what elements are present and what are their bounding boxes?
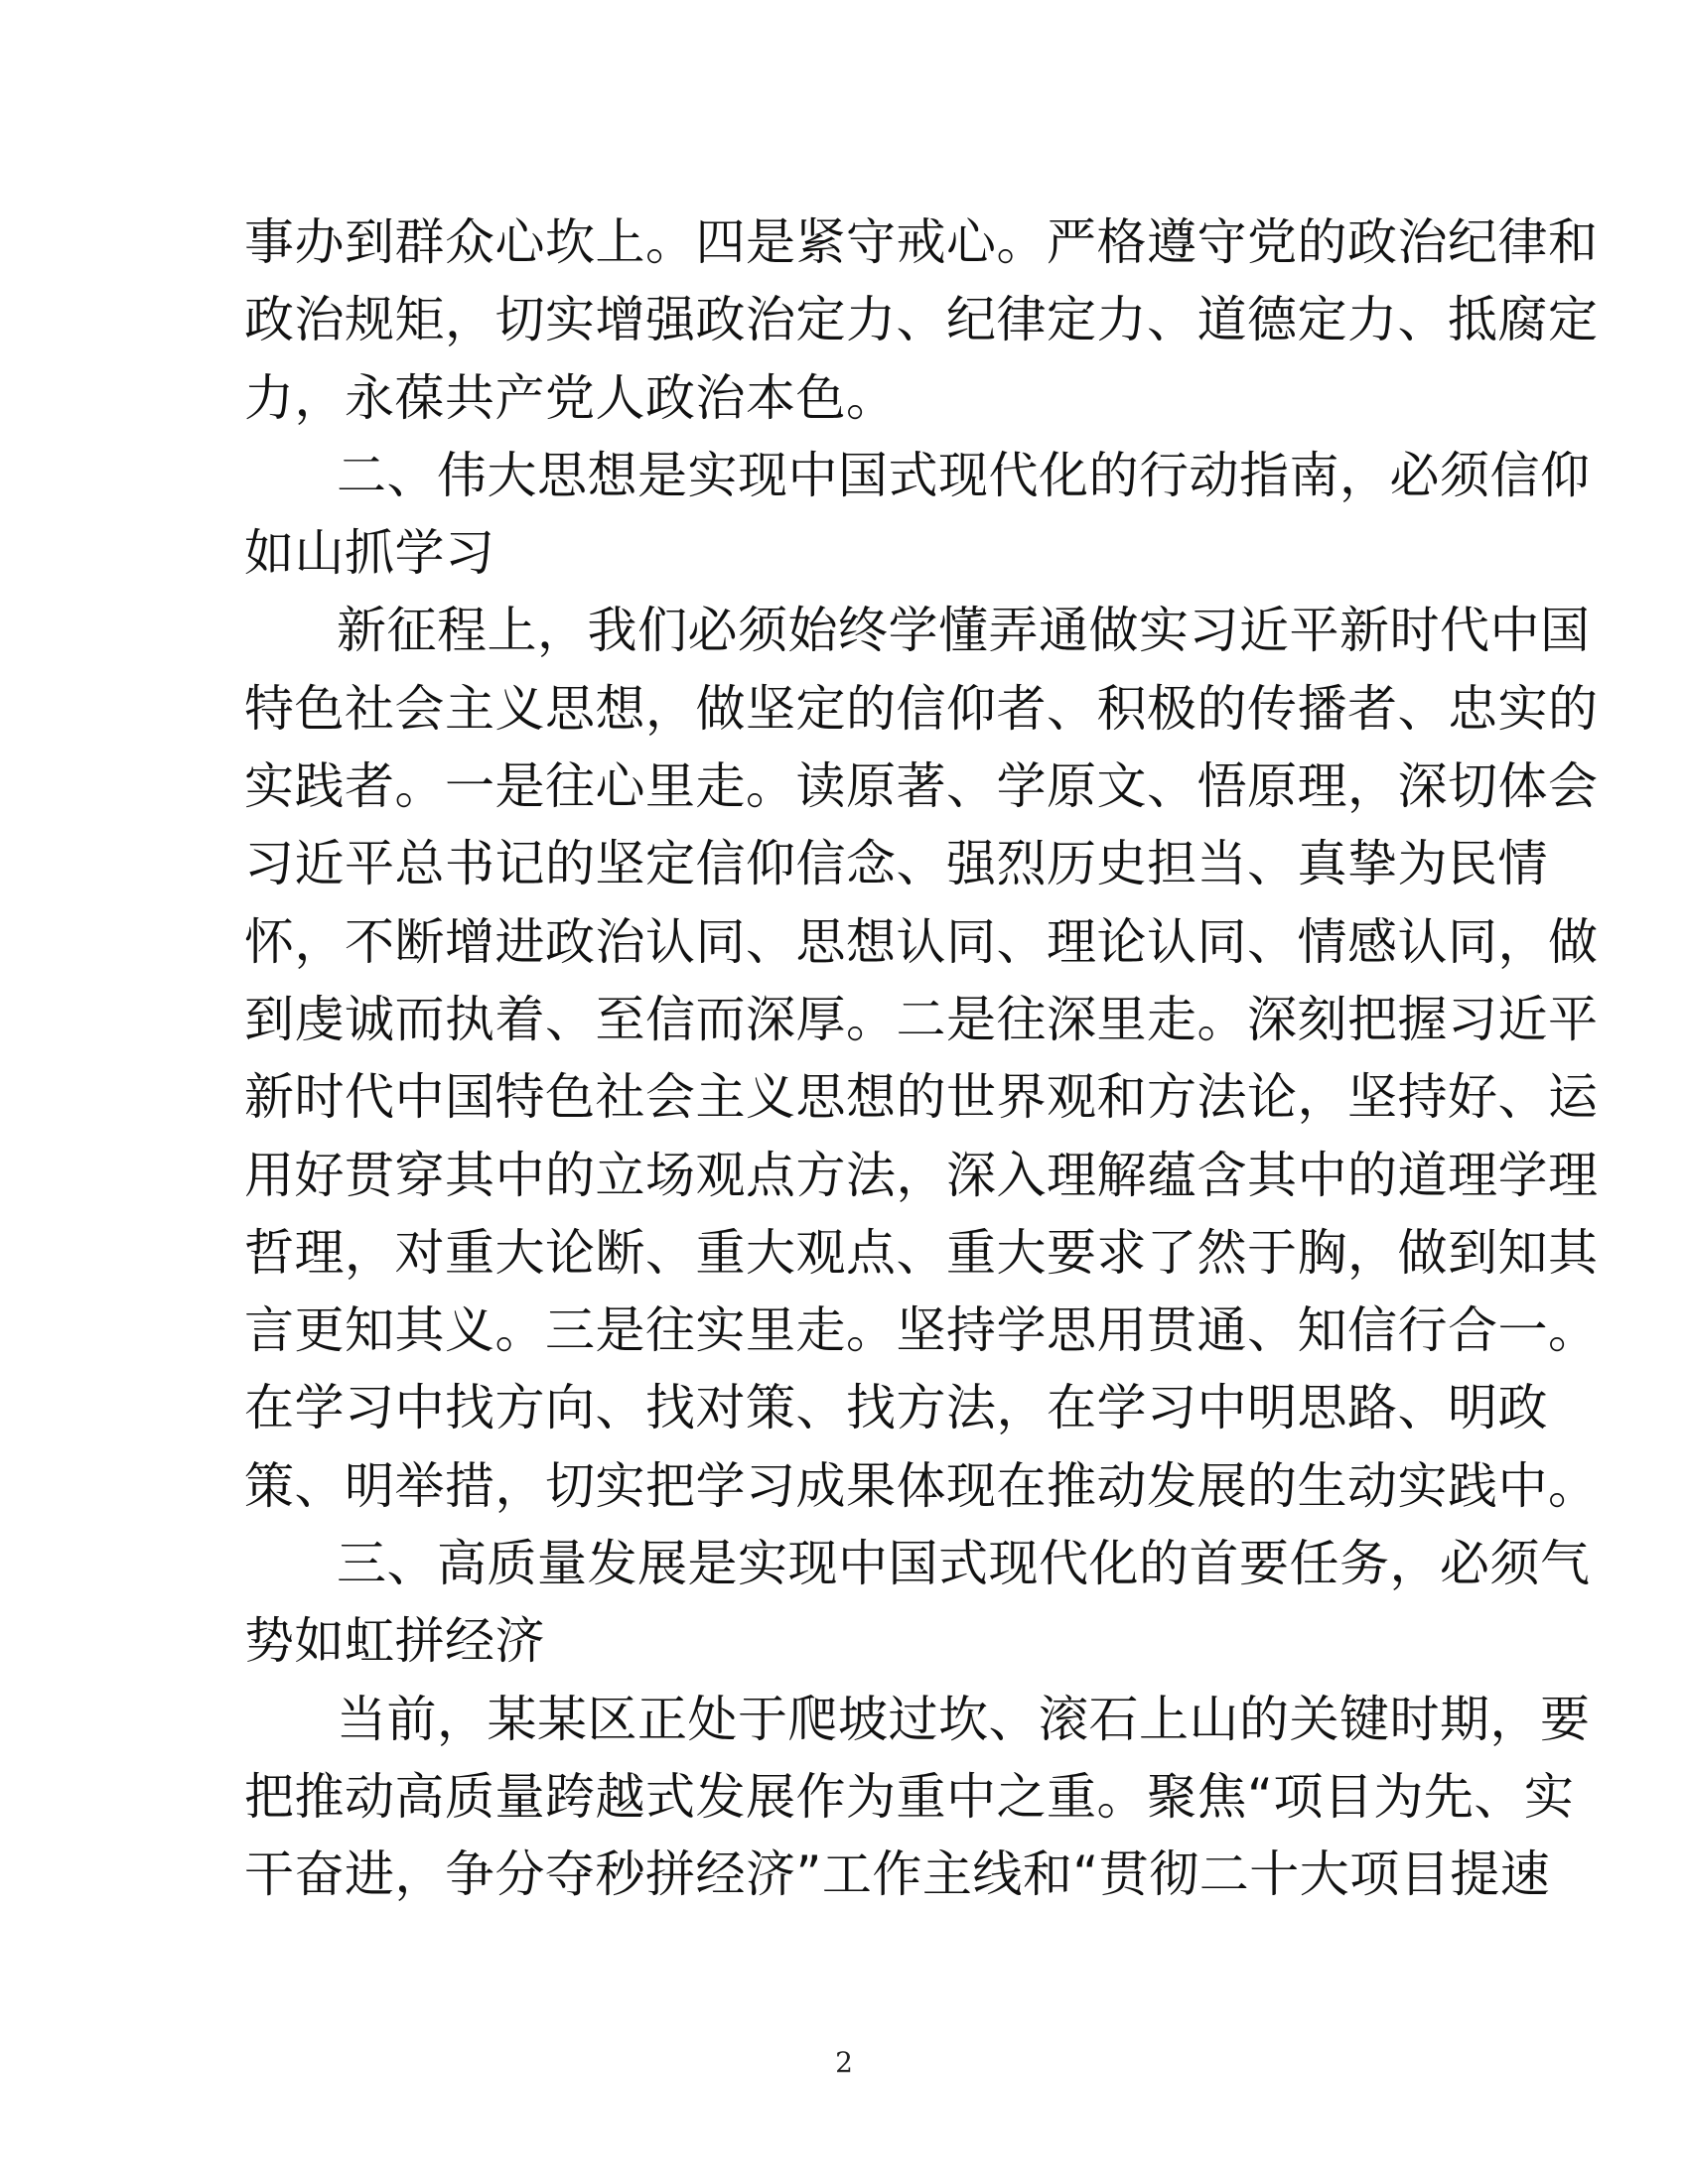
section-heading-line: 势如虹拼经济 — [244, 1612, 545, 1671]
text-line: 言更知其义。三是往实里走。坚持学思用贯通、知信行合一。 — [244, 1301, 1599, 1360]
text-line: 到虔诚而执着、至信而深厚。二是往深里走。深刻把握习近平 — [244, 990, 1599, 1048]
text-line: 用好贯穿其中的立场观点方法，深入理解蕴含其中的道理学理 — [244, 1146, 1599, 1204]
text-line: 事办到群众心坎上。四是紧守戒心。严格遵守党的政治纪律和 — [244, 213, 1599, 271]
text-line: 策、明举措，切实把学习成果体现在推动发展的生动实践中。 — [244, 1456, 1599, 1515]
text-line: 当前，某某区正处于爬坡过坎、滚石上山的关键时期，要 — [337, 1690, 1591, 1748]
text-line: 力，永葆共产党人政治本色。 — [244, 368, 897, 427]
text-line: 政治规矩，切实增强政治定力、纪律定力、道德定力、抵腐定 — [244, 291, 1599, 349]
text-line: 实践者。一是往心里走。读原著、学原文、悟原理，深切体会 — [244, 757, 1599, 816]
text-line: 在学习中找方向、找对策、找方法，在学习中明思路、明政 — [244, 1379, 1548, 1437]
body-text — [244, 204, 1599, 1914]
text-line: 怀，不断增进政治认同、思想认同、理论认同、情感认同，做 — [244, 912, 1599, 971]
text-line: 干奋进，争分夺秒拼经济”工作主线和“贯彻二十大项目提速 — [244, 1845, 1551, 1904]
text-line: 特色社会主义思想，做坚定的信仰者、积极的传播者、忠实的 — [244, 679, 1599, 738]
page-number: 2 — [835, 2046, 853, 2079]
text-line: 哲理，对重大论断、重大观点、重大要求了然于胸，做到知其 — [244, 1223, 1599, 1282]
text-line: 习近平总书记的坚定信仰信念、强烈历史担当、真挚为民情 — [244, 835, 1548, 893]
section-heading-line: 二、伟大思想是实现中国式现代化的行动指南，必须信仰 — [337, 446, 1591, 504]
text-line: 新时代中国特色社会主义思想的世界观和方法论，坚持好、运 — [244, 1068, 1599, 1127]
text-line: 新征程上，我们必须始终学懂弄通做实习近平新时代中国 — [337, 602, 1591, 660]
section-heading-line: 三、高质量发展是实现中国式现代化的首要任务，必须气 — [337, 1535, 1591, 1593]
text-line: 把推动高质量跨越式发展作为重中之重。聚焦“项目为先、实 — [244, 1767, 1575, 1826]
section-heading-line: 如山抓学习 — [244, 524, 495, 583]
